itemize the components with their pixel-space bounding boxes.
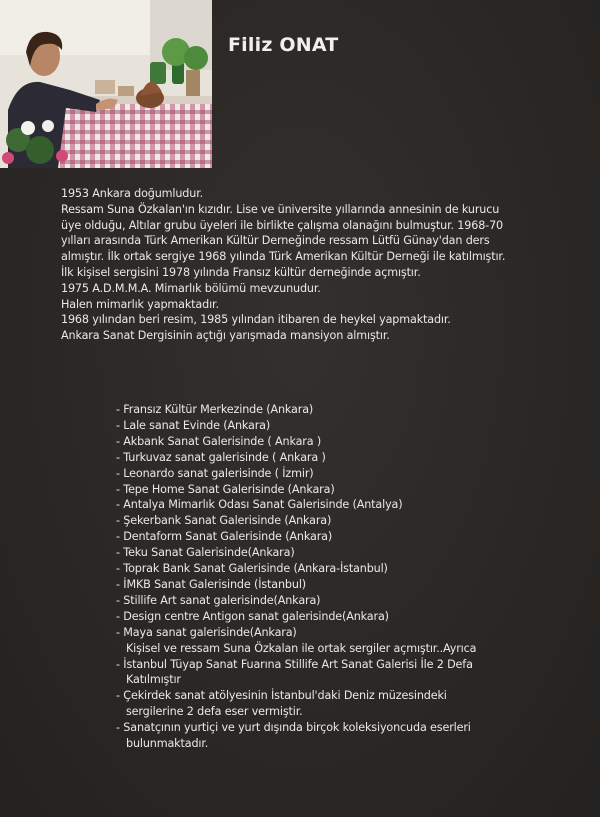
exhibition-item-continued: Kişisel ve ressam Suna Özkalan ile ortak sergiler açmıştır..Ayrıca	[126, 641, 477, 655]
exhibition-item: - Lale sanat Evinde (Ankara)	[116, 418, 271, 432]
exhibition-item: - Sanatçının yurtiçi ve yurt dışında birçok koleksiyoncuda eserleri	[116, 721, 471, 735]
artist-name: Filiz ONAT	[228, 34, 339, 56]
exhibition-item-continued: bulunmaktadır.	[126, 737, 209, 751]
exhibition-item: - Şekerbank Sanat Galerisinde (Ankara)	[116, 514, 332, 528]
exhibition-item: - Design centre Antigon sanat galerisinde(Ankara)	[116, 609, 389, 623]
exhibition-item: - Akbank Sanat Galerisinde ( Ankara )	[116, 434, 322, 448]
exhibition-list	[116, 402, 586, 752]
bio-line: 1968 yılından beri resim, 1985 yılından itibaren de heykel yapmaktadır.	[61, 313, 451, 327]
bio-line: yılları arasında Türk Amerikan Kültür Derneğinde ressam Lütfü Günay'dan ders	[61, 234, 490, 248]
exhibition-item: - Leonardo sanat galerisinde ( İzmir)	[116, 466, 314, 480]
exhibition-item: - Antalya Mimarlık Odası Sanat Galerisinde (Antalya)	[116, 498, 403, 512]
bio-line: 1975 A.D.M.M.A. Mimarlık bölümü mevzunudur.	[61, 281, 321, 295]
bio-line: Ressam Suna Özkalan'ın kızıdır. Lise ve üniversite yıllarında annesinin de kurucu	[61, 202, 500, 216]
artist-photo	[0, 0, 212, 168]
bio-line: Halen mimarlık yapmaktadır.	[61, 297, 219, 311]
exhibition-item: - Çekirdek sanat atölyesinin İstanbul'daki Deniz müzesindeki	[116, 689, 447, 703]
biography	[61, 186, 581, 344]
exhibition-item: - Fransız Kültür Merkezinde (Ankara)	[116, 403, 314, 416]
exhibition-item: - Turkuvaz sanat galerisinde ( Ankara )	[116, 450, 326, 464]
exhibition-item: - İstanbul Tüyap Sanat Fuarına Stillife Art Sanat Galerisi İle 2 Defa	[116, 657, 473, 671]
exhibition-item: - Stillife Art sanat galerisinde(Ankara)	[116, 593, 321, 607]
bio-line: Ankara Sanat Dergisinin açtığı yarışmada mansiyon almıştır.	[61, 329, 390, 343]
exhibition-item: - İMKB Sanat Galerisinde (İstanbul)	[116, 577, 306, 591]
exhibition-item: - Dentaform Sanat Galerisinde (Ankara)	[116, 530, 333, 544]
bio-line: almıştır. İlk ortak sergiye 1968 yılında Türk Amerikan Kültür Derneği ile katılmıştır.	[61, 250, 506, 264]
exhibition-item-continued: sergilerine 2 defa eser vermiştir.	[126, 705, 303, 719]
exhibition-item: - Maya sanat galerisinde(Ankara)	[116, 625, 297, 639]
exhibition-item: - Toprak Bank Sanat Galerisinde (Ankara-İstanbul)	[116, 562, 388, 576]
bio-line: İlk kişisel sergisini 1978 yılında Fransız kültür derneğinde açmıştır.	[61, 265, 421, 279]
bio-line: üye olduğu, Altılar grubu üyeleri ile birlikte çalışma olanağını bulmuştur. 1968-70	[61, 218, 504, 232]
exhibition-item-continued: Katılmıştır	[126, 673, 181, 687]
exhibition-item: - Teku Sanat Galerisinde(Ankara)	[116, 546, 295, 560]
exhibition-item: - Tepe Home Sanat Galerisinde (Ankara)	[116, 482, 335, 496]
bio-line: 1953 Ankara doğumludur.	[61, 187, 204, 200]
